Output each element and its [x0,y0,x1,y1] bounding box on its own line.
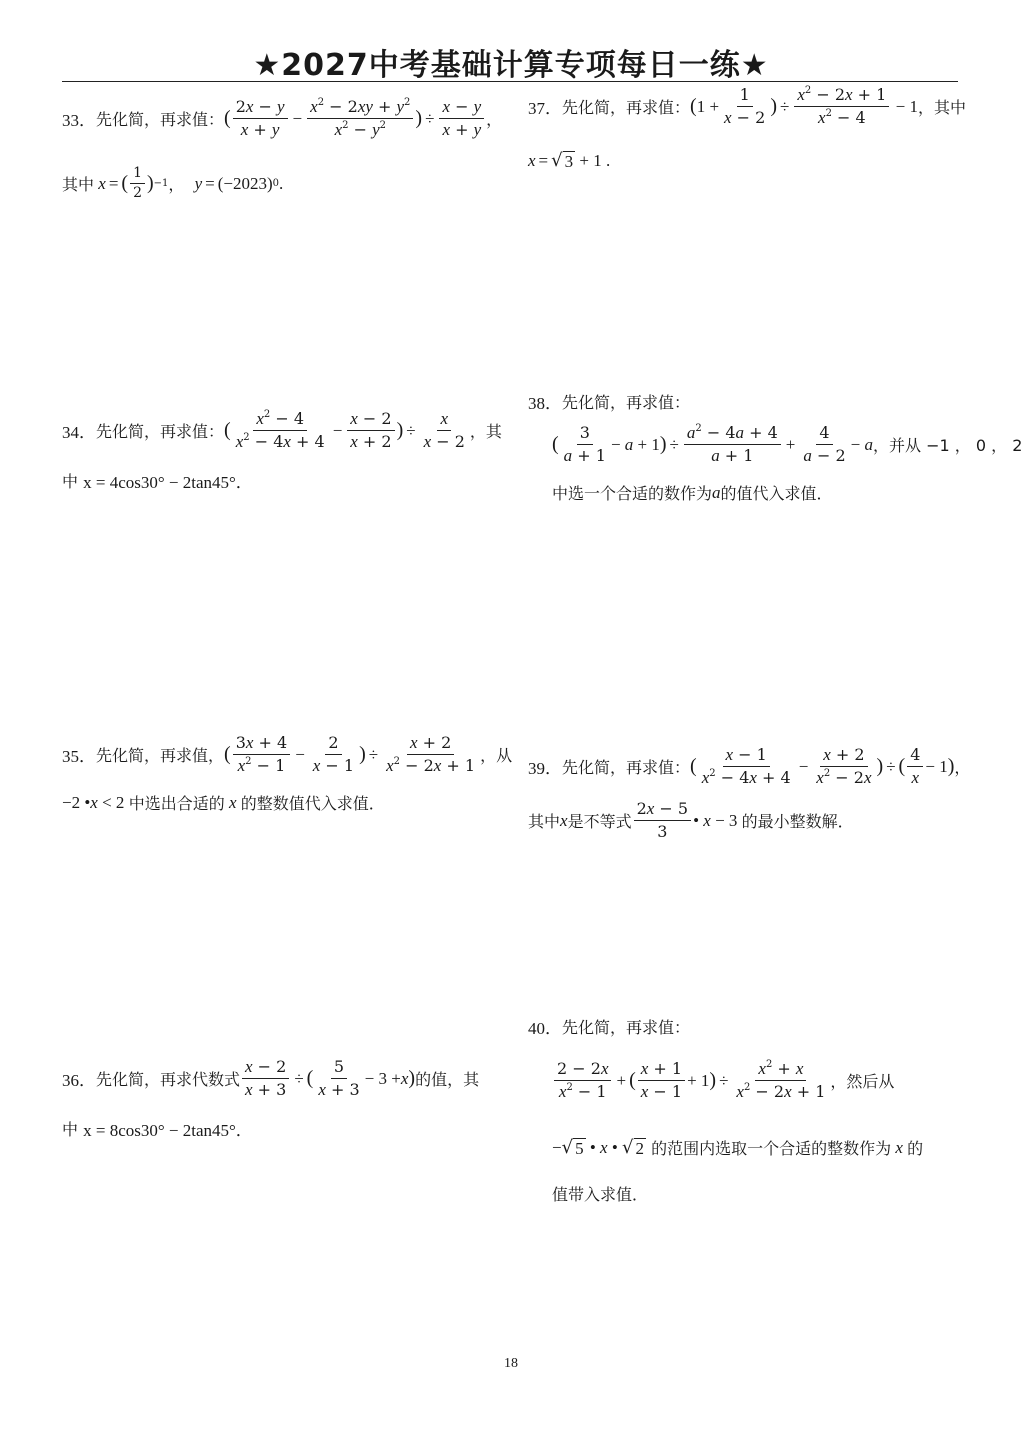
problem-36-line2: 中 x = 8cos30° − 2tan45°． [62,1120,253,1140]
fraction: $\frac{2x - 5}{3}$ [634,800,692,841]
problem-39-line2: 其中 x 是不等式 $\frac{2x - 5}{3}$ • x − 3 的最小整数解． [528,799,854,841]
fraction: $\frac{x - y}{x + y}$ [439,98,484,139]
fraction: $\frac{x - 2}{x + 2}$ [347,410,394,451]
fraction: $\frac{2x - y}{x + y}$ [233,98,288,139]
fraction: $\frac{1}{2}$ [130,166,145,201]
problem-35-line2: −2 • x < 2 中选出合适的 x 的整数值代入求值． [62,792,385,813]
fraction: $\frac{x + 1}{x - 1}$ [638,1060,685,1101]
problem-40-line2: $\frac{2 - 2x}{x^2 - 1}$ + ( $\frac{x + 1}{x - 1}$ + 1 ) ÷ $\frac{x^2 + x}{x^2 - 2x + 1}$ ，然后从 [552,1060,894,1101]
fraction: $\frac{x^2 - 4}{x^2 - 4x + 4}$ [235,409,325,451]
sqrt: √ 3 [551,150,574,171]
problem-37-line2: x = √ 3 + 1 . [528,150,611,171]
problem-34-line2: 中 x = 4cos30° − 2tan45°． [62,472,253,492]
sqrt: √ 5 [561,1137,584,1158]
fraction: $\frac{x^2 + x}{x^2 - 2x + 1}$ [736,1059,826,1101]
fraction: $\frac{3x + 4}{x^2 - 1}$ [233,734,291,775]
page-number: 18 [504,1356,518,1371]
problem-39-line1: 39． 先化简，再求值： ( $\frac{x - 1}{x^2 - 4x + 4}$ − $\frac{x + 2}{x^2 - 2x}$ ) ÷ ( $\frac{4}{x}$ − 1 ) ， [528,745,971,787]
problem-38-line3: 中选一个合适的数作为 a 的值代入求值． [552,482,833,503]
problem-35-line1: 35． 先化简，再求值， ( $\frac{3x + 4}{x^2 - 1}$ − $\frac{2}{x - 1}$ ) ÷ $\frac{x + 2}{x^2 - 2x + 1}$ ，从 [62,733,513,775]
fraction: $\frac{x - 2}{x + 3}$ [242,1058,289,1099]
problem-40-line3: − √ 5 • x • √ 2 的范围内选取一个合适的整数作为 x 的 [552,1137,924,1158]
problem-38-line2: ( $\frac{3}{a + 1}$ − a + 1 ) ÷ $\frac{a^2 - 4a + 4}{a + 1}$ + $\frac{4}{a - 2}$ − a ，并从 −1 ， 0 ， 2 [552,423,1022,465]
problem-36-line1: 36． 先化简，再求代数式 $\frac{x - 2}{x + 3}$ ÷ ( $\frac{5}{x + 3}$ − 3 + x ) 的值，其 [62,1057,480,1099]
problem-40-line1: 40． 先化简，再求值： [528,1018,691,1038]
problem-33-line1: 33． 先化简，再求值： ( $\frac{2x - y}{x + y}$ − $\frac{x^2 - 2xy + y^2}{x^2 - y^2}$ ) ÷ $\frac{x - y}{x + y}$ ， [62,97,503,139]
fraction: $\frac{4}{a - 2}$ [803,423,846,465]
problem-37-line1: 37． 先化简，再求值： ( 1 + $\frac{1}{x - 2}$ ) ÷ $\frac{x^2 - 2x + 1}{x^2 - 4}$ − 1 ，其中 [528,85,966,127]
fraction: $\frac{x}{x - 2}$ [423,409,465,451]
problem-33-line2: 其中 x = ( $\frac{1}{2}$ ) −1 ， y = (−2023) 0 . [62,165,284,201]
title-underline [62,81,958,82]
problem-40-line4: 值带入求值． [552,1185,649,1204]
fraction: $\frac{x^2 - 2xy + y^2}{x^2 - y^2}$ [307,98,413,139]
page-title: ★2027中考基础计算专项每日一练★ [253,48,769,83]
fraction: $\frac{5}{x + 3}$ [318,1057,360,1099]
sqrt: √ 2 [622,1137,645,1158]
fraction: $\frac{4}{x}$ [907,746,923,787]
fraction: $\frac{x + 2}{x^2 - 2x + 1}$ [386,733,476,775]
fraction: $\frac{2 - 2x}{x^2 - 1}$ [554,1060,611,1101]
fraction: $\frac{3}{a + 1}$ [563,423,606,465]
fraction: $\frac{x - 1}{x^2 - 4x + 4}$ [701,745,791,787]
fraction: $\frac{x^2 - 2x + 1}{x^2 - 4}$ [794,86,889,127]
problem-34-line1: 34． 先化简，再求值： ( $\frac{x^2 - 4}{x^2 - 4x + 4}$ − $\frac{x - 2}{x + 2}$ ) ÷ $\frac{x}{x - 2}$ ，其 [62,409,502,451]
fraction: $\frac{1}{x - 2}$ [724,85,766,127]
fraction: $\frac{a^2 - 4a + 4}{a + 1}$ [684,424,781,465]
fraction: $\frac{x + 2}{x^2 - 2x}$ [816,745,872,787]
fraction: $\frac{2}{x - 1}$ [312,733,355,775]
problem-38-line1: 38． 先化简，再求值： [528,393,691,413]
